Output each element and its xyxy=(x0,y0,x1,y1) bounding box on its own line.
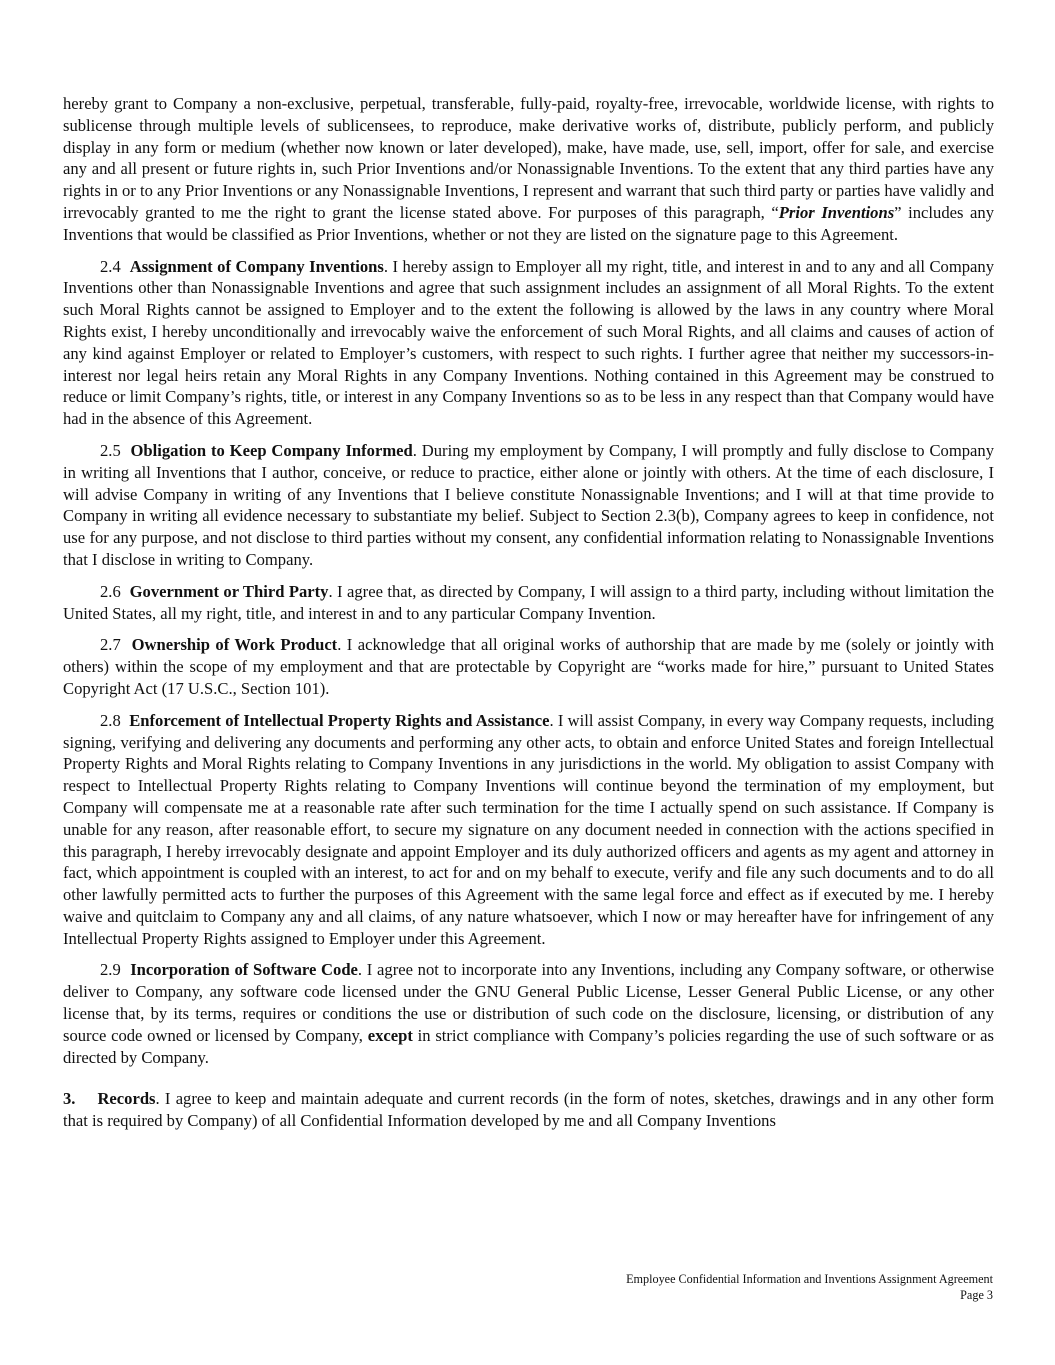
section-body: . I will assist Company, in every way Company requests, including signing, verifying and delivering any documents and performing any other acts, to obtain and enforce United States and foreign Intellectual Property Rights and Moral Rights relating to Company Inventions in any jurisdictions in the world. My obligation to assist Company with respect to Intellectual Property Rights relating to Company Inventions will continue beyond the termination of my employment, but Company will compensate me at a reasonable rate after such termination for the time I actually spend on such assistance. If Company is unable for any reason, after reasonable effort, to secure my signature on any document needed in connection with the actions specified in this paragraph, I hereby irrevocably designate and appoint Employer and its duly authorized officers and agents as my agent and attorney in fact, which appointment is coupled with an interest, to act for and on my behalf to execute, verify and file any such documents and to do all other lawfully permitted acts to further the purposes of this Agreement with the same legal force and effect as if executed by me. I hereby waive and quitclaim to Company any and all claims, of any nature whatsoever, which I now or may hereafter have for infringement of any Intellectual Property Rights assigned to Employer under this Agreement. xyxy=(63,710,994,948)
section-2-4 xyxy=(63,256,994,430)
section-number: 2.6 xyxy=(100,581,121,601)
section-2-6 xyxy=(63,581,994,625)
section-body: . I hereby assign to Employer all my right, title, and interest in and to any and all Company Inventions other than Nonassignable Inventions and agree that such assignment includes an assignment of all Moral Rights. To the extent such Moral Rights cannot be assigned to Employer and to the extent the following is allowed by the laws in any country where Moral Rights exist, I hereby unconditionally and irrevocably waive the enforcement of such Moral Rights, and all claims and causes of action of any kind against Employer or related to Employer’s customers, with respect to such rights. I further agree that neither my successors-in-interest nor legal heirs retain any Moral Rights in any Company Inventions. Nothing contained in this Agreement may be construed to reduce or limit Company’s rights, title, or interest in any Company Inventions so as to be less in any respect than that Company would have had in the absence of this Agreement. xyxy=(63,256,994,429)
section-number: 2.4 xyxy=(100,256,121,276)
section-heading: Obligation to Keep Company Informed xyxy=(130,440,413,460)
section-heading: Records xyxy=(97,1089,156,1109)
section-body: . During my employment by Company, I will promptly and fully disclose to Company in writing all Inventions that I author, conceive, or reduce to practice, either alone or jointly with others. At the time of each disclosure, I will advise Company in writing of any Inventions that I believe constitute Nonassignable Inventions; and I will at that time provide to Company in writing all evidence necessary to substantiate my belief. Subject to Section 2.3(b), Company agrees to keep in confidence, not use for any purpose, and not disclose to third parties without my consent, any confidential information relating to Nonassignable Inventions that I disclose in writing to Company. xyxy=(63,440,995,569)
section-heading: Assignment of Company Inventions xyxy=(129,256,384,276)
section-heading: Ownership of Work Product xyxy=(131,635,338,655)
paragraph-text: hereby grant to Company a non-exclusive, perpetual, transferable, fully-paid, royalty-free, irrevocable, worldwide license, with rights to sublicense through multiple levels of sublicensees, to reproduce, make derivative works of, distribute, publicly perform, and publicly display in any form or medium (whether now known or later developed), make, have made, use, sell, import, offer for sale, and exercise any and all present or future rights in, such Prior Inventions and/or Nonassignable Inventions. To the extent that any third parties have any rights in or to any Prior Inventions or any Nonassignable Inventions, I represent and warrant that such third party or parties have validly and irrevocably granted to me the right to grant the license stated above. For purposes of this paragraph, “ xyxy=(63,94,994,222)
section-2-5 xyxy=(63,440,994,571)
section-body: . I acknowledge that all original works of authorship that are made by me (solely or jointly with others) within the scope of my employment and that are protectable by Copyright are “works made for hire,” pursuant to United States Copyright Act (17 U.S.C., Section 101). xyxy=(63,635,994,698)
section-body: . I agree that, as directed by Company, I will assign to a third party, including without limitation the United States, all my right, title, and interest in and to any particular Company Invention. xyxy=(63,581,995,623)
section-body: in strict compliance with Company’s policies regarding the use of such software or as directed by Company. xyxy=(63,1025,994,1067)
defined-term-prior-inventions: Prior Inventions xyxy=(778,202,895,222)
paragraph-text: ” includes any Inventions that would be classified as Prior Inventions, whether or not they are listed on the signature page to this Agreement. xyxy=(63,202,994,244)
section-number: 2.9 xyxy=(100,960,121,980)
section-heading: Incorporation of Software Code xyxy=(130,960,358,980)
section-heading: Enforcement of Intellectual Property Rights and Assistance xyxy=(129,710,550,730)
section-number: 2.8 xyxy=(100,710,121,730)
section-2-8 xyxy=(63,710,994,950)
section-number: 3. xyxy=(63,1089,76,1109)
footer-document-title: Employee Confidential Information and Inventions Assignment Agreement xyxy=(626,1272,993,1286)
page-footer xyxy=(626,1271,993,1303)
section-body: . I agree not to incorporate into any Inventions, including any Company software, or otherwise deliver to Company, any software code licensed under the GNU General Public License, Lesser General Public License, or any other license that, by its terms, requires or conditions the use or distribution of such code on the disclosure, licensing, or distribution of any source code owned or licensed by Company, xyxy=(63,960,995,1045)
section-number: 2.5 xyxy=(100,440,121,460)
paragraph-prior-inventions-license xyxy=(63,93,994,246)
emphasis-except: except xyxy=(367,1025,413,1045)
section-2-9 xyxy=(63,959,994,1068)
footer-page-number: Page 3 xyxy=(960,1288,993,1302)
section-number: 2.7 xyxy=(100,635,121,655)
section-2-7 xyxy=(63,634,994,699)
section-heading: Government or Third Party xyxy=(129,581,329,601)
document-page xyxy=(63,93,994,1142)
section-body: . I agree to keep and maintain adequate and current records (in the form of notes, sketches, drawings and in any other form that is required by Company) of all Confidential Information developed by me and all Company Inventions xyxy=(63,1089,994,1131)
section-3 xyxy=(63,1088,994,1132)
